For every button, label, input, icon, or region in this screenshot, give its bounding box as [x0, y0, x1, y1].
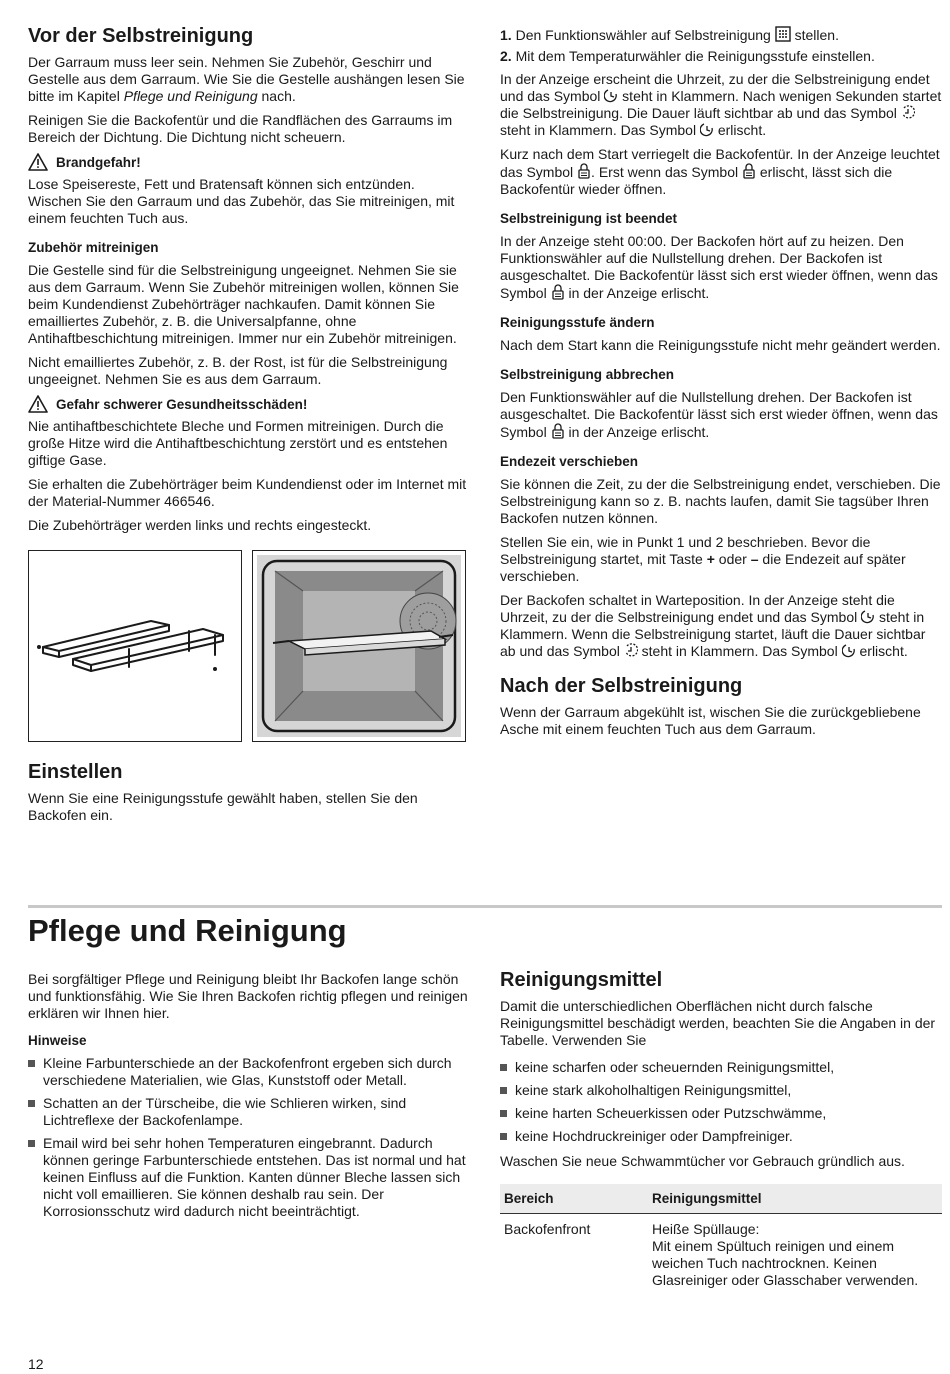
text: Stellen Sie ein, wie in Punkt 1 und 2 beschrieben. Bevor die Selbstreinigung startet, mit Taste — [500, 534, 871, 567]
subheading: Zubehör mitreinigen — [28, 240, 159, 255]
text: oder — [714, 551, 751, 567]
cleaning-table — [500, 1184, 942, 1293]
table-cell: Backofenfront — [500, 1214, 648, 1294]
text: In der Anzeige erscheint die Uhrzeit, zu der die Selbstreinigung endet und das Symbol — [500, 71, 930, 104]
text: Den Funktionswähler auf Selbstreinigung — [515, 27, 775, 43]
list-item: keine stark alkoholhaltigen Reinigungsmittel, — [500, 1082, 942, 1099]
subheading: Reinigungsstufe ändern — [500, 315, 655, 330]
step-number: 2. — [500, 48, 512, 64]
paragraph: Nach dem Start kann die Reinigungsstufe nicht mehr geändert werden. — [500, 337, 941, 353]
paragraph: Reinigen Sie die Backofentür und die Randflächen des Garraums im Bereich der Dichtung. Die Dichtung nicht scheuern. — [28, 112, 453, 145]
warning-triangle-icon — [28, 395, 48, 413]
text: erlischt. — [713, 122, 767, 138]
left-column — [28, 24, 470, 831]
text: Der Backofen schaltet in Warteposition. In der Anzeige steht die Uhrzeit, zu der die Selbstreinigung endet und das Symbol — [500, 592, 895, 625]
reinigungsmittel-list — [500, 1059, 942, 1145]
warning-fire — [28, 153, 470, 171]
section-heading: Einstellen — [28, 761, 123, 783]
text: erlischt. — [855, 643, 908, 659]
care-right-column — [500, 968, 942, 1293]
table-row — [500, 1214, 942, 1294]
list-item: Email wird bei sehr hohen Temperaturen eingebrannt. Dadurch können geringe Farbunterschiede entstehen. Das ist normal und hat keinen Einfluss auf die Funktion. Kanten dünner Bleche lassen sich nicht voll emaillieren. Sie können deshalb rau sein. Der Korrosionsschutz wird dadurch nicht beeinträchtigt. — [28, 1135, 470, 1220]
list-item: Schatten an der Türscheibe, die wie Schlieren wirken, sind Lichtreflexe der Backofenlampe. — [28, 1095, 470, 1129]
list-item: keine harten Scheuerkissen oder Putzschwämme, — [500, 1105, 942, 1122]
step-item — [500, 48, 942, 65]
paragraph — [500, 389, 942, 441]
list-item: keine scharfen oder scheuernden Reinigungsmittel, — [500, 1059, 942, 1076]
text: steht in Klammern. Nach wenigen Sekunden startet die Selbstreinigung. Die Dauer läuft sichtbar ab und das Symbol — [500, 88, 942, 121]
care-left-column — [28, 971, 470, 1228]
paragraph — [28, 54, 470, 105]
door-lock-icon — [577, 163, 591, 179]
end-time-icon — [861, 609, 875, 624]
paragraph: Die Gestelle sind für die Selbstreinigung ungeeignet. Nehmen Sie sie aus dem Garraum. Wenn Sie Zubehör mitreinigen wollen, können Sie beim Kundendienst Zubehörträger nachkaufen. Damit können Sie emailliertes Zubehör, z. B. die Universalpfanne, ohne Antihaftbeschichtung mitreinigen. Immer nur ein Zubehör mitreinigen. — [28, 262, 459, 346]
hinweise-list — [28, 1055, 470, 1220]
paragraph: Sie können die Zeit, zu der die Selbstreinigung endet, verschieben. Die Selbstreinigung kann so z. B. nachts laufen, damit Sie tagsüber Ihren Backofen nutzen können. — [500, 476, 941, 526]
step-number: 1. — [500, 27, 512, 43]
text: In der Anzeige steht 00:00. Der Backofen hört auf zu heizen. Den Funktionswähler auf die Nullstellung drehen. Der Backofen ist ausgeschaltet. Die Backofentür lässt sich erst wieder öffnen, wenn das Symbol — [500, 233, 938, 301]
door-lock-icon — [551, 423, 565, 439]
list-item: Kleine Farbunterschiede an der Backofenfront ergeben sich durch verschiedene Materialien, wie Glas, Kunststoff oder Metall. — [28, 1055, 470, 1089]
text: stellen. — [790, 27, 839, 43]
paragraph: Wenn der Garraum abgekühlt ist, wischen Sie die zurückgebliebene Asche mit einem feuchten Tuch aus dem Garraum. — [500, 704, 921, 737]
text: steht in Klammern. Wenn die Selbstreinigung startet, läuft die Dauer sichtbar ab und das Symbol — [500, 609, 926, 659]
warning-title: Gefahr schwerer Gesundheitsschäden! — [56, 396, 308, 412]
paragraph: Damit die unterschiedlichen Oberflächen nicht durch falsche Reinigungsmittel beschädigt werden, beachten Sie die Angaben in der Tabelle. Verwenden Sie — [500, 998, 936, 1048]
subheading: Hinweise — [28, 1033, 87, 1048]
minus-key: – — [750, 551, 759, 567]
paragraph: Lose Speisereste, Fett und Bratensaft können sich entzünden. Wischen Sie den Garraum und das Zubehör, das Sie mitreinigen, mit einem feuchten Tuch aus. — [28, 176, 455, 226]
column-header: Reinigungsmittel — [648, 1184, 942, 1214]
paragraph: Sie erhalten die Zubehörträger beim Kundendienst oder im Internet mit der Material-Nummer 466546. — [28, 476, 467, 509]
paragraph: Nicht emailliertes Zubehör, z. B. der Rost, ist für die Selbstreinigung ungeeignet. Nehmen Sie es aus dem Garraum. — [28, 354, 448, 387]
end-time-icon — [604, 88, 618, 103]
duration-icon — [901, 105, 915, 120]
illustrations — [28, 550, 470, 742]
chapter-reference: Pflege und Reinigung — [123, 88, 258, 104]
section-heading: Reinigungsmittel — [500, 969, 663, 991]
table-cell: Heiße Spüllauge: Mit einem Spültuch reinigen und einem weichen Tuch nachtrocknen. Keinen Glasreiniger oder Glasschaber verwenden. — [648, 1214, 942, 1294]
text: Den Funktionswähler auf die Nullstellung drehen. Der Backofen ist ausgeschaltet. Die Backofentür lässt sich erst wieder öffnen, wenn das Symbol — [500, 389, 938, 440]
paragraph: Waschen Sie neue Schwammtücher vor Gebrauch gründlich aus. — [500, 1153, 905, 1169]
text: nach. — [257, 88, 296, 104]
subheading: Endezeit verschieben — [500, 454, 639, 469]
text: die Endezeit auf später verschieben. — [500, 551, 906, 584]
text: steht in Klammern. Das Symbol — [500, 122, 700, 138]
end-time-icon — [700, 122, 714, 137]
warning-health — [28, 395, 470, 413]
right-column — [500, 26, 942, 745]
table-header-row — [500, 1184, 942, 1214]
column-header: Bereich — [500, 1184, 648, 1214]
self-clean-grid-icon — [775, 26, 791, 42]
oven-illustration — [252, 550, 466, 742]
page-number: 12 — [28, 1356, 44, 1372]
paragraph — [500, 592, 942, 660]
warning-triangle-icon — [28, 153, 48, 171]
text: in der Anzeige erlischt. — [564, 285, 710, 301]
paragraph — [500, 233, 942, 302]
rack-illustration — [28, 550, 242, 742]
paragraph: Nie antihaftbeschichtete Bleche und Formen mitreinigen. Durch die große Hitze wird die Antihaftbeschichtung zerstört und es entstehen giftige Gase. — [28, 418, 448, 468]
list-item: keine Hochdruckreiniger oder Dampfreiniger. — [500, 1128, 942, 1145]
text: in der Anzeige erlischt. — [564, 424, 710, 440]
text: Kurz nach dem Start verriegelt die Backofentür. In der Anzeige leuchtet das Symbol — [500, 146, 940, 180]
paragraph: Bei sorgfältiger Pflege und Reinigung bleibt Ihr Backofen lange schön und funktionsfähig. Wie Sie Ihren Backofen richtig pflegen und reinigen erklären wir Ihnen hier. — [28, 971, 468, 1021]
text: steht in Klammern. Das Symbol — [637, 643, 842, 659]
duration-icon — [624, 643, 638, 658]
text: Der Garraum muss leer sein. Nehmen Sie Zubehör, Geschirr und Gestelle aus dem Garraum. Wie Sie die Gestelle aushängen lesen Sie bitte im Kapitel — [28, 54, 465, 104]
chapter-title: Pflege und Reinigung — [28, 913, 347, 948]
section-heading: Vor der Selbstreinigung — [28, 25, 254, 47]
text: . Erst wenn das Symbol — [591, 164, 742, 180]
steps-list — [500, 26, 942, 65]
paragraph — [500, 534, 942, 585]
subheading: Selbstreinigung abbrechen — [500, 367, 675, 382]
section-divider — [28, 905, 942, 908]
section-heading: Nach der Selbstreinigung — [500, 675, 743, 697]
door-lock-icon — [551, 284, 565, 300]
subheading: Selbstreinigung ist beendet — [500, 211, 678, 226]
paragraph — [500, 71, 942, 139]
paragraph — [500, 146, 942, 198]
paragraph: Wenn Sie eine Reinigungsstufe gewählt haben, stellen Sie den Backofen ein. — [28, 790, 418, 823]
end-time-icon — [842, 643, 856, 658]
paragraph: Die Zubehörträger werden links und rechts eingesteckt. — [28, 517, 372, 533]
text: Mit dem Temperaturwähler die Reinigungsstufe einstellen. — [515, 48, 875, 64]
door-lock-icon — [742, 163, 756, 179]
step-item — [500, 26, 942, 44]
plus-key: + — [706, 551, 715, 567]
warning-title: Brandgefahr! — [56, 154, 141, 170]
text: erlischt, lässt sich die Backofentür wieder öffnen. — [500, 164, 893, 197]
